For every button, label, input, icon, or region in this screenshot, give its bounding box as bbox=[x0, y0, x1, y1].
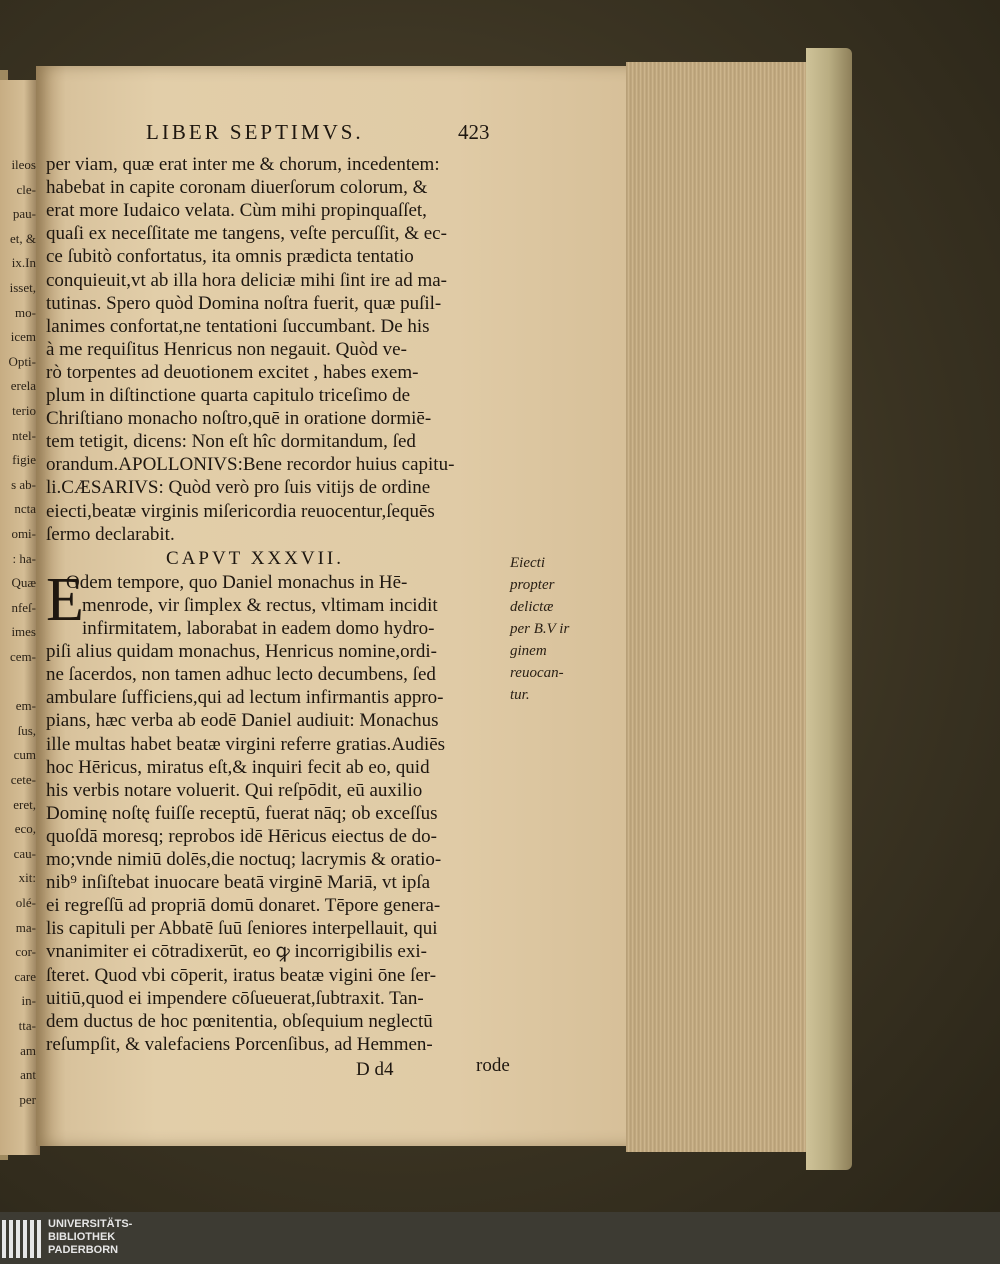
text-line: hoc Hēricus, miratus eſt,& inquiri fecit ab eo, quid bbox=[46, 756, 430, 778]
previous-page-fragment: cum bbox=[13, 747, 36, 763]
previous-page-fragment: omi- bbox=[11, 526, 36, 541]
previous-page-fragment: cau- bbox=[13, 845, 36, 861]
previous-page-fragment: ileos bbox=[11, 157, 36, 172]
previous-page-fragment: figie bbox=[12, 452, 36, 468]
previous-page-fragment: em- bbox=[15, 698, 36, 714]
text-line: orandum.APOLLONIVS:Bene recordor huius capitu- bbox=[46, 454, 455, 476]
previous-page-fragment: cem- bbox=[10, 649, 36, 664]
page-block-edges bbox=[626, 62, 811, 1152]
text-line: infirmitatem, laborabat in eadem domo hydro- bbox=[82, 618, 435, 639]
right-book-cover bbox=[806, 48, 852, 1170]
text-line: conquieuit,vt ab illa hora deliciæ mihi ſint ire ad ma- bbox=[46, 269, 448, 291]
previous-page-fragment: cor- bbox=[15, 944, 36, 960]
text-line: mo;vnde nimiū dolēs,die noctuq; lacrymis & oratio- bbox=[46, 849, 442, 870]
text-line: tem tetigit, dicens: Non eſt hîc dormitandum, ſed bbox=[46, 431, 416, 453]
text-line: reſumpſit, & valefaciens Porcenſibus, ad Hemmen- bbox=[46, 1033, 433, 1055]
previous-page-fragment: nfeſ- bbox=[11, 599, 36, 615]
drop-cap-initial: E bbox=[46, 565, 84, 634]
text-line: rò torpentes ad deuotionem excitet , habes exem- bbox=[46, 361, 419, 383]
text-line: ce ſubitò confortatus, ita omnis prædicta tentatio bbox=[46, 246, 414, 268]
catchword: rode bbox=[476, 1054, 510, 1076]
previous-page-fragment: Opti- bbox=[8, 353, 36, 369]
previous-page-fragment: icem bbox=[10, 329, 36, 345]
margin-note-line: propter bbox=[510, 577, 555, 593]
margin-note-line: Eiecti bbox=[510, 555, 545, 571]
previous-page-fragment: mo- bbox=[15, 304, 36, 320]
signature-mark: D d4 bbox=[356, 1058, 394, 1080]
text-line: quoſdā moresq; reprobos idē Hēricus eiectus de do- bbox=[46, 825, 437, 847]
previous-page-fragment: ant bbox=[20, 1067, 36, 1083]
previous-page-fragment: Quæ bbox=[11, 575, 36, 591]
previous-page-fragment: pau- bbox=[12, 206, 36, 222]
previous-page-fragment: imes bbox=[11, 624, 36, 640]
text-line: per viam, quæ erat inter me & chorum, incedentem: bbox=[46, 154, 440, 175]
text-line: ambulare ſufficiens,qui ad lectum infirmantis appro- bbox=[46, 687, 444, 709]
text-line: dem ductus de hoc pœnitentia, obſequium neglectū bbox=[46, 1010, 433, 1032]
previous-page-fragment: cle- bbox=[16, 181, 36, 197]
text-line: ille multas habet beatæ virgini referre gratias.Audiēs bbox=[46, 733, 446, 755]
previous-page-fragment: tta- bbox=[18, 1018, 36, 1033]
margin-note-line: ginem bbox=[510, 643, 547, 659]
footer-bar bbox=[0, 1212, 1000, 1264]
previous-page-fragment: isset, bbox=[9, 280, 36, 295]
chapter-heading: CAPVT XXXVII. bbox=[166, 547, 344, 569]
previous-page-fragment: cete- bbox=[10, 772, 36, 787]
margin-note-line: per B.V ir bbox=[510, 621, 570, 637]
previous-page-fragment: olé- bbox=[15, 895, 36, 910]
logo-line-3: PADERBORN bbox=[48, 1244, 119, 1256]
text-line: ei regreſſū ad propriā domū donaret. Tēpore genera- bbox=[46, 895, 441, 917]
previous-page-fragment: ix.In bbox=[11, 255, 36, 271]
margin-note-line: reuocan- bbox=[510, 665, 564, 681]
text-line: tutinas. Spero quòd Domina noſtra fuerit, quæ puſil- bbox=[46, 292, 442, 314]
previous-page-fragment: per bbox=[19, 1091, 36, 1107]
text-line: uitiū,quod ei impendere cōſueuerat,ſubtraxit. Tan- bbox=[46, 987, 424, 1009]
margin-note-line: tur. bbox=[510, 687, 530, 703]
text-line: menrode, vir ſimplex & rectus, vltimam incidit bbox=[82, 594, 438, 616]
text-line: ſteret. Quod vbi cōperit, iratus beatæ vigini ōne ſer- bbox=[46, 964, 437, 986]
text-line: plum in diſtinctione quarta capitulo triceſimo de bbox=[46, 385, 411, 406]
previous-page-fragment: s ab- bbox=[11, 476, 36, 492]
text-line: his verbis notare voluerit. Qui reſpōdit, eū auxilio bbox=[46, 779, 423, 801]
running-head-title: LIBER SEPTIMVS. bbox=[146, 120, 364, 144]
text-line: li.CÆSARIVS: Quòd verò pro ſuis vitijs de ordine bbox=[46, 477, 431, 499]
previous-page-fragment: in- bbox=[21, 993, 36, 1009]
previous-page-fragment: xit: bbox=[18, 870, 36, 886]
text-line: Odem tempore, quo Daniel monachus in Hē- bbox=[66, 571, 408, 593]
previous-page-fragment: erela bbox=[10, 378, 36, 394]
previous-page-fragment: : ha- bbox=[12, 550, 36, 566]
previous-page-fragment: eco, bbox=[14, 821, 36, 837]
margin-note bbox=[510, 552, 590, 706]
text-line: pians, hæc verba ab eodē Daniel audiuit: Monachus bbox=[46, 710, 439, 732]
logo-line-1: UNIVERSITÄTS- bbox=[48, 1218, 133, 1230]
text-line: à me requiſitus Henricus non negauit. Quòd ve- bbox=[46, 338, 407, 360]
text-line: Chriſtiano monacho noſtro,quē in oratione dormiē- bbox=[46, 408, 432, 430]
text-line: lis capituli per Abbatē ſuū ſeniores interpellauit, qui bbox=[46, 918, 438, 940]
previous-page-fragment: eret, bbox=[13, 796, 36, 812]
running-head bbox=[146, 120, 566, 150]
library-logo-text bbox=[48, 1218, 132, 1257]
text-line: piſi alius quidam monachus, Henricus nomine,ordi- bbox=[46, 641, 438, 663]
margin-note-line: delictæ bbox=[510, 599, 554, 615]
library-logo-icon bbox=[0, 1220, 42, 1258]
page-number: 423 bbox=[458, 120, 490, 144]
previous-page-fragment: et, & bbox=[10, 230, 36, 246]
previous-page-fragment: ma- bbox=[15, 919, 36, 935]
text-line: habebat in capite coronam diuerſorum colorum, & bbox=[46, 177, 428, 199]
previous-page-fragment: am bbox=[20, 1042, 36, 1058]
previous-page-fragment: ſus, bbox=[17, 722, 36, 738]
text-line: quaſi ex neceſſitate me tangens, veſte percuſſit, & ec- bbox=[46, 223, 447, 245]
text-line: Dominę noſtę fuiſſe receptū, fuerat nāq; ob exceſſus bbox=[46, 802, 438, 824]
text-line: eiecti,beatæ virginis miſericordia reuocentur,ſequēs bbox=[46, 500, 435, 522]
text-line: ſermo declarabit. bbox=[46, 523, 175, 545]
text-line: lanimes confortat,ne tentationi ſuccumbant. De his bbox=[46, 315, 430, 337]
previous-page-fragment: ntel- bbox=[12, 427, 36, 443]
text-line: ne ſacerdos, non tamen adhuc lecto decumbens, ſed bbox=[46, 664, 436, 686]
text-line: vnanimiter ei cōtradixerūt, eo ꝙ incorrigibilis exi- bbox=[46, 941, 427, 963]
previous-page-edge bbox=[0, 80, 40, 1155]
previous-page-fragment: ncta bbox=[14, 501, 36, 517]
logo-line-2: BIBLIOTHEK bbox=[48, 1231, 116, 1243]
text-line: nib⁹ inſiſtebat inuocare beatā virginē Mariā, vt ipſa bbox=[46, 872, 431, 894]
previous-page-fragment: terio bbox=[12, 403, 36, 418]
previous-page-fragment: care bbox=[14, 968, 36, 984]
text-line: erat more Iudaico velata. Cùm mihi propinquaſſet, bbox=[46, 200, 427, 222]
